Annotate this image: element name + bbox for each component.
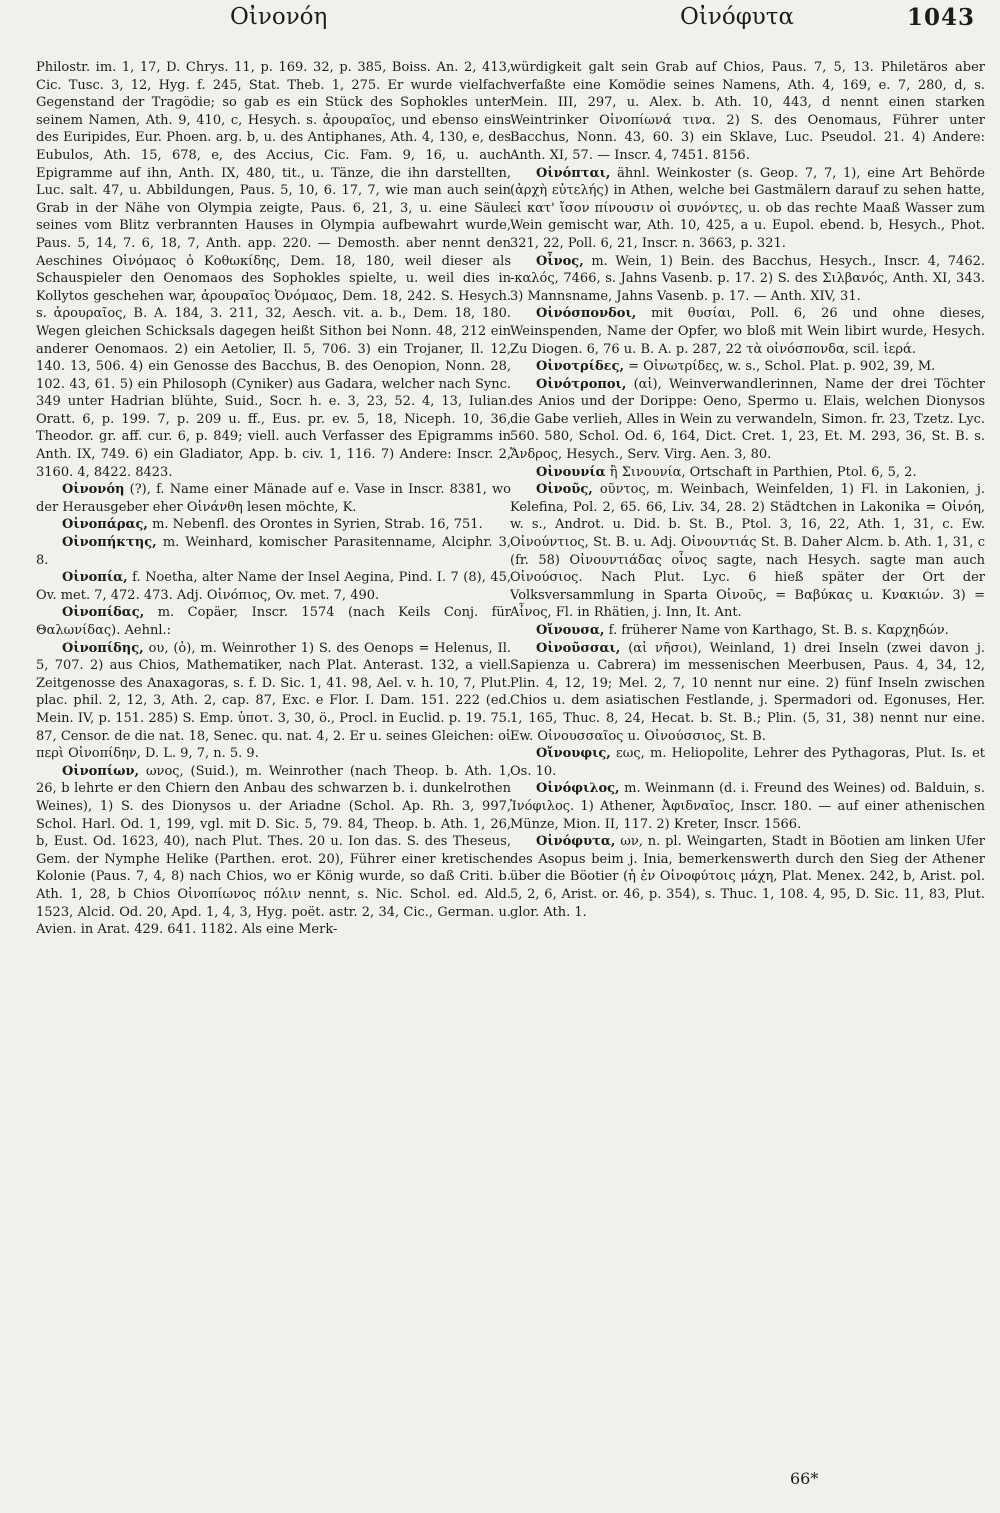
entry-headword: Οἶνος, bbox=[536, 253, 584, 269]
entry-headword: Οἰνοπάρας, bbox=[62, 517, 148, 533]
entry-text: (αἱ νῆσοι), Weinland, 1) drei Inseln (zwei davon j. Sapienza u. Cabrera) im messenischen Meerbusen, Paus. 4, 34, 12, Plin. 4, 12, 19; Mel. 2, 7, 10 nennt nur eine. 2) fünf Inseln zwischen Chios u. dem asiatischen Festlande, j. Spermadori od. Egonuses, Her. 1, 165, Thuc. 8, 24, Hecat. b. St. B.; Plin. (5, 31, 38) nennt nur eine. Ew. Οἰνουσσαῖος u. Οἰνούσσιος, St. B. bbox=[510, 640, 985, 744]
dictionary-entry bbox=[36, 59, 511, 481]
entry-headword: Οἰνοπίδας, bbox=[62, 605, 145, 621]
entry-text: (?), f. Name einer Mänade auf e. Vase in Inscr. 8381, wo der Herausgeber eher Οἰνάνθη lesen möchte, K. bbox=[36, 482, 511, 515]
dictionary-entry bbox=[510, 253, 985, 306]
entry-headword: Οἰνοῦς, bbox=[536, 482, 593, 498]
page-number: 1043 bbox=[906, 4, 975, 31]
entry-text: f. Noetha, alter Name der Insel Aegina, Pind. I. 7 (8), 45, Ov. met. 7, 472. 473. Adj. Οἰνόπιος, Ov. met. 7, 490. bbox=[36, 570, 511, 603]
entry-text: m. Wein, 1) Bein. des Bacchus, Hesych., Inscr. 4, 7462. -καλός, 7466, s. Jahns Vasenb. p. 17. 2) S. des Σιλβανός, Anth. XI, 343. 3) Mannsname, Jahns Vasenb. p. 17. — Anth. XIV, 31. bbox=[510, 253, 985, 304]
dictionary-entry bbox=[510, 464, 985, 482]
entry-text: οῦντος, m. Weinbach, Weinfelden, 1) Fl. in Lakonien, j. Kelefina, Pol. 2, 65. 66, Liv. 34, 28. 2) Städtchen in Lakonika = Οἰνόη, w. s., Androt. u. Did. b. St. B., Ptol. 3, 16, 22, Ath. 1, 31, c. Ew. Οἰνούντιος, St. B. u. Adj. Οἰνουντιάς St. B. Daher Alcm. b. Ath. 1, 31, c (fr. 58) Οἰνουντιάδας οἶνος sagte, nach Hesych. sagte man auch Οἰνούσιος. Nach Plut. Lyc. 6 hieß später der Ort der Volksversammlung in Sparta Οἰνοῦς, = Βαβύκας u. Κνακιών. 3) = Αἶνος, Fl. in Rhätien, j. Inn, It. Ant. bbox=[510, 482, 985, 621]
dictionary-entry bbox=[36, 516, 511, 534]
dictionary-entry bbox=[36, 534, 511, 569]
entry-text: ου, (ὁ), m. Weinrother 1) S. des Oenops = Helenus, Il. 5, 707. 2) aus Chios, Mathematiker, nach Plat. Anterast. 132, a viell. Zeitgenosse des Anaxagoras, s. f. D. Sic. 1, 41. 98, Ael. v. h. 10, 7, Plut. plac. phil. 2, 12, 3, Ath. 2, cap. 87, Exc. e Flor. I. Dam. 151. 222 (ed. Mein. IV, p. 151. 285) S. Emp. ὑποτ. 3, 30, ö., Procl. in Euclid. p. 19. 75. 87, Censor. de die nat. 18, Senec. qu. nat. 4, 2. Er u. seines Gleichen: οἱ περὶ Οἰνοπίδην, D. L. 9, 7, n. 5. 9. bbox=[36, 640, 511, 762]
entry-headword: Οἰνονόη bbox=[62, 482, 125, 498]
signature-mark: 66* bbox=[790, 1469, 819, 1488]
entry-headword: Οἰνόφιλος, bbox=[536, 781, 620, 797]
entry-text: εως, m. Heliopolite, Lehrer des Pythagoras, Plut. Is. et Os. 10. bbox=[510, 746, 985, 779]
entry-text: = Οἰνωτρίδες, w. s., Schol. Plat. p. 902, 39, M. bbox=[628, 359, 936, 375]
entry-text: m. Nebenfl. des Orontes in Syrien, Strab. 16, 751. bbox=[152, 517, 483, 533]
left-column bbox=[36, 59, 511, 1459]
dictionary-entry bbox=[510, 833, 985, 921]
entry-headword: Οἰνόσπονδοι, bbox=[536, 306, 637, 322]
running-head-right: Οἰνόφυτα bbox=[680, 4, 795, 30]
entry-text: ωνος, (Suid.), m. Weinrother (nach Theop. b. Ath. 1, 26, b lehrte er den Chiern den Anbau des schwarzen b. i. dunkelrothen Weines), 1) S. des Dionysos u. der Ariadne (Schol. Ap. Rh. 3, 997, Schol. Harl. Od. 1, 199, vgl. mit D. Sic. 5, 79. 84, Theop. b. Ath. 1, 26, b, Eust. Od. 1623, 40), nach Plut. Thes. 20 u. Ion das. S. des Theseus, Gem. der Nymphe Helike (Parthen. erot. 20), Führer einer kretischen Kolonie (Paus. 7, 4, 8) nach Chios, wo er König wurde, so daß Criti. b. Ath. 1, 28, b Chios Οἰνοπίωνος πόλιν nennt, s. Nic. Schol. ed. Ald. 1523, Alcid. Od. 20, Apd. 1, 4, 3, Hyg. poët. astr. 2, 34, Cic., German. u. Avien. in Arat. 429. 641. 1182. Als eine Merk- bbox=[36, 763, 511, 938]
entry-text: mit θυσίαι, Poll. 6, 26 und ohne dieses, Weinspenden, Name der Opfer, wo bloß mit Wein libirt wurde, Hesych. Zu Diogen. 6, 76 u. B. A. p. 287, 22 τὰ οἰνόσπονδα, scil. ἱερά. bbox=[510, 306, 985, 357]
entry-headword: Οἰνουνία bbox=[536, 464, 606, 480]
dictionary-entry bbox=[510, 640, 985, 746]
dictionary-entry bbox=[510, 780, 985, 833]
entry-text: m. Weinhard, komischer Parasitenname, Alciphr. 3, 8. bbox=[36, 535, 511, 568]
entry-headword: Οἰνοπίδης, bbox=[62, 640, 144, 656]
dictionary-entry bbox=[36, 640, 511, 763]
dictionary-entry bbox=[510, 481, 985, 622]
entry-text: ἢ Σινουνία, Ortschaft in Parthien, Ptol. 6, 5, 2. bbox=[609, 464, 917, 480]
dictionary-entry bbox=[36, 481, 511, 516]
dictionary-entry bbox=[36, 569, 511, 604]
entry-headword: Οἰνοπήκτης, bbox=[62, 535, 157, 551]
dictionary-entry bbox=[510, 305, 985, 358]
entry-headword: Οἰνοῦσσαι, bbox=[536, 640, 621, 656]
entry-text: ων, n. pl. Weingarten, Stadt in Böotien am linken Ufer des Asopus beim j. Inia, bemerkenswerth durch den Sieg der Athener über die Böotier (ἡ ἐν Οἰνοφύτοις μάχη, Plat. Menex. 242, b, Arist. pol. 5, 2, 6, Arist. or. 46, p. 354), s. Thuc. 1, 108. 4, 95, D. Sic. 11, 83, Plut. glor. Ath. 1. bbox=[510, 834, 985, 920]
running-head-left: Οἰνονόη bbox=[230, 4, 328, 30]
entry-text: f. früherer Name von Karthago, St. B. s. Καρχηδών. bbox=[608, 623, 949, 638]
entry-text: m. Weinmann (d. i. Freund des Weines) od. Balduin, s. Ἰνόφιλος. 1) Athener, Ἀφιδναῖος, Inscr. 180. — auf einer athenischen Münze, Mion. II, 117. 2) Kreter, Inscr. 1566. bbox=[510, 781, 985, 832]
entry-headword: Οἰνόφυτα, bbox=[536, 834, 616, 850]
dictionary-entry bbox=[36, 604, 511, 639]
entry-text: m. Copäer, Inscr. 1574 (nach Keils Conj. für Θαλωνίδας). Aehnl.: bbox=[36, 605, 511, 638]
entry-text: (αἱ), Weinverwandlerinnen, Name der drei Töchter des Anios und der Dorippe: Oeno, Spermo u. Elais, welchen Dionysos die Gabe verlieh, Alles in Wein zu verwandeln, Simon. fr. 23, Tzetz. Lyc. 560. 580, Schol. Od. 6, 164, Dict. Cret. 1, 23, Et. M. 293, 36, St. B. s. Ἄνδρος, Hesych., Serv. Virg. Aen. 3, 80. bbox=[510, 376, 985, 463]
dictionary-entry bbox=[510, 358, 985, 376]
entry-text: Philostr. im. 1, 17, D. Chrys. 11, p. 169. 32, p. 385, Boiss. An. 2, 413, Cic. Tusc. 3, 12, Hyg. f. 245, Stat. Theb. 1, 275. Er wurde vielfach Gegenstand der Tragödie; so gab es ein Stück des Sophokles unter seinem Namen, Ath. 9, 410, c, Hesych. s. ἀρουραῖος, und ebenso eins des Euripides, Eur. Phoen. arg. b, u. des Antiphanes, Ath. 4, 130, e, des Eubulos, Ath. 15, 678, e, des Accius, Cic. Fam. 9, 16, u. auch Epigramme auf ihn, Anth. IX, 480, tit., u. Tänze, die ihn darstellten, Luc. salt. 47, u. Abbildungen, Paus. 5, 10, 6. 17, 7, wie man auch sein Grab in der Nähe von Olympia zeigte, Paus. 6, 21, 3, u. eine Säule seines vom Blitz verbrannten Hauses in Olympia aufbewahrt wurde, Paus. 5, 14, 7. 6, 18, 7, Anth. app. 220. — Demosth. aber nennt den Aeschines Οἰνόμαος ὁ Κοθωκίδης, Dem. 18, 180, weil dieser als Schauspieler den Oenomaos des Sophokles spielte, u. weil dies in Kollytos geschehen war, ἀρουραῖος Ὀνόμαος, Dem. 18, 242. S. Hesych. s. ἀρουραῖος, B. A. 184, 3. 211, 32, Aesch. vit. a. b., Dem. 18, 180. Wegen gleichen Schicksals dagegen heißt Sithon bei Nonn. 48, 212 ein anderer Oenomaos. 2) ein Aetolier, Il. 5, 706. 3) ein Trojaner, Il. 12, 140. 13, 506. 4) ein Genosse des Bacchus, B. des Oenopion, Nonn. 28, 102. 43, 61. 5) ein Philosoph (Cyniker) aus Gadara, welcher nach Sync. 349 unter Hadrian blühte, Suid., Socr. h. e. 3, 23, 52. 4, 13, Iulian. Oratt. 6, p. 199. 7, p. 209 u. ff., Eus. pr. ev. 5, 18, Niceph. 10, 36, Theodor. gr. aff. cur. 6, p. 849; viell. auch Verfasser des Epigramms in Anth. IX, 749. 6) ein Gladiator, App. b. civ. 1, 116. 7) Andere: Inscr. 2, 3160. 4, 8422. 8423. bbox=[36, 60, 511, 480]
entry-text: ähnl. Weinkoster (s. Geop. 7, 7, 1), eine Art Behörde (ἀρχὴ εὐτελής) in Athen, welche bei Gastmälern darauf zu sehen hatte, εἰ κατ' ἴσον πίνουσιν οἱ συνόντες, u. ob das rechte Maaß Wasser zum Wein gemischt war, Ath. 10, 425, a u. Eupol. ebend. b, Hesych., Phot. 321, 22, Poll. 6, 21, Inscr. n. 3663, p. 321. bbox=[510, 165, 985, 251]
entry-headword: Οἰνοπία, bbox=[62, 570, 128, 586]
entry-headword: Οἴνουσα, bbox=[536, 623, 605, 638]
dictionary-entry bbox=[510, 165, 985, 253]
dictionary-entry bbox=[510, 622, 985, 640]
entry-headword: Οἴνουφις, bbox=[536, 746, 611, 762]
right-column bbox=[510, 59, 985, 1459]
entry-text: würdigkeit galt sein Grab auf Chios, Paus. 7, 5, 13. Philetäros aber verfaßte eine Komödie seines Namens, Ath. 4, 169, e. 7, 280, d, s. Mein. III, 297, u. Alex. b. Ath. 10, 443, d nennt einen starken Weintrinker Οἰνοπίωνά τινα. 2) S. des Oenomaus, Führer unter Bacchus, Nonn. 43, 60. 3) ein Sklave, Luc. Pseudol. 21. 4) Andere: Anth. XI, 57. — Inscr. 4, 7451. 8156. bbox=[510, 60, 985, 163]
entry-headword: Οἰνόπται, bbox=[536, 165, 611, 181]
dictionary-entry bbox=[510, 745, 985, 780]
dictionary-entry bbox=[510, 59, 985, 165]
entry-headword: Οἰνοπίων, bbox=[62, 763, 140, 779]
dictionary-entry bbox=[36, 763, 511, 939]
entry-headword: Οἰνότροποι, bbox=[536, 376, 627, 392]
dictionary-entry bbox=[510, 376, 985, 464]
entry-headword: Οἰνοτρίδες, bbox=[536, 359, 625, 375]
